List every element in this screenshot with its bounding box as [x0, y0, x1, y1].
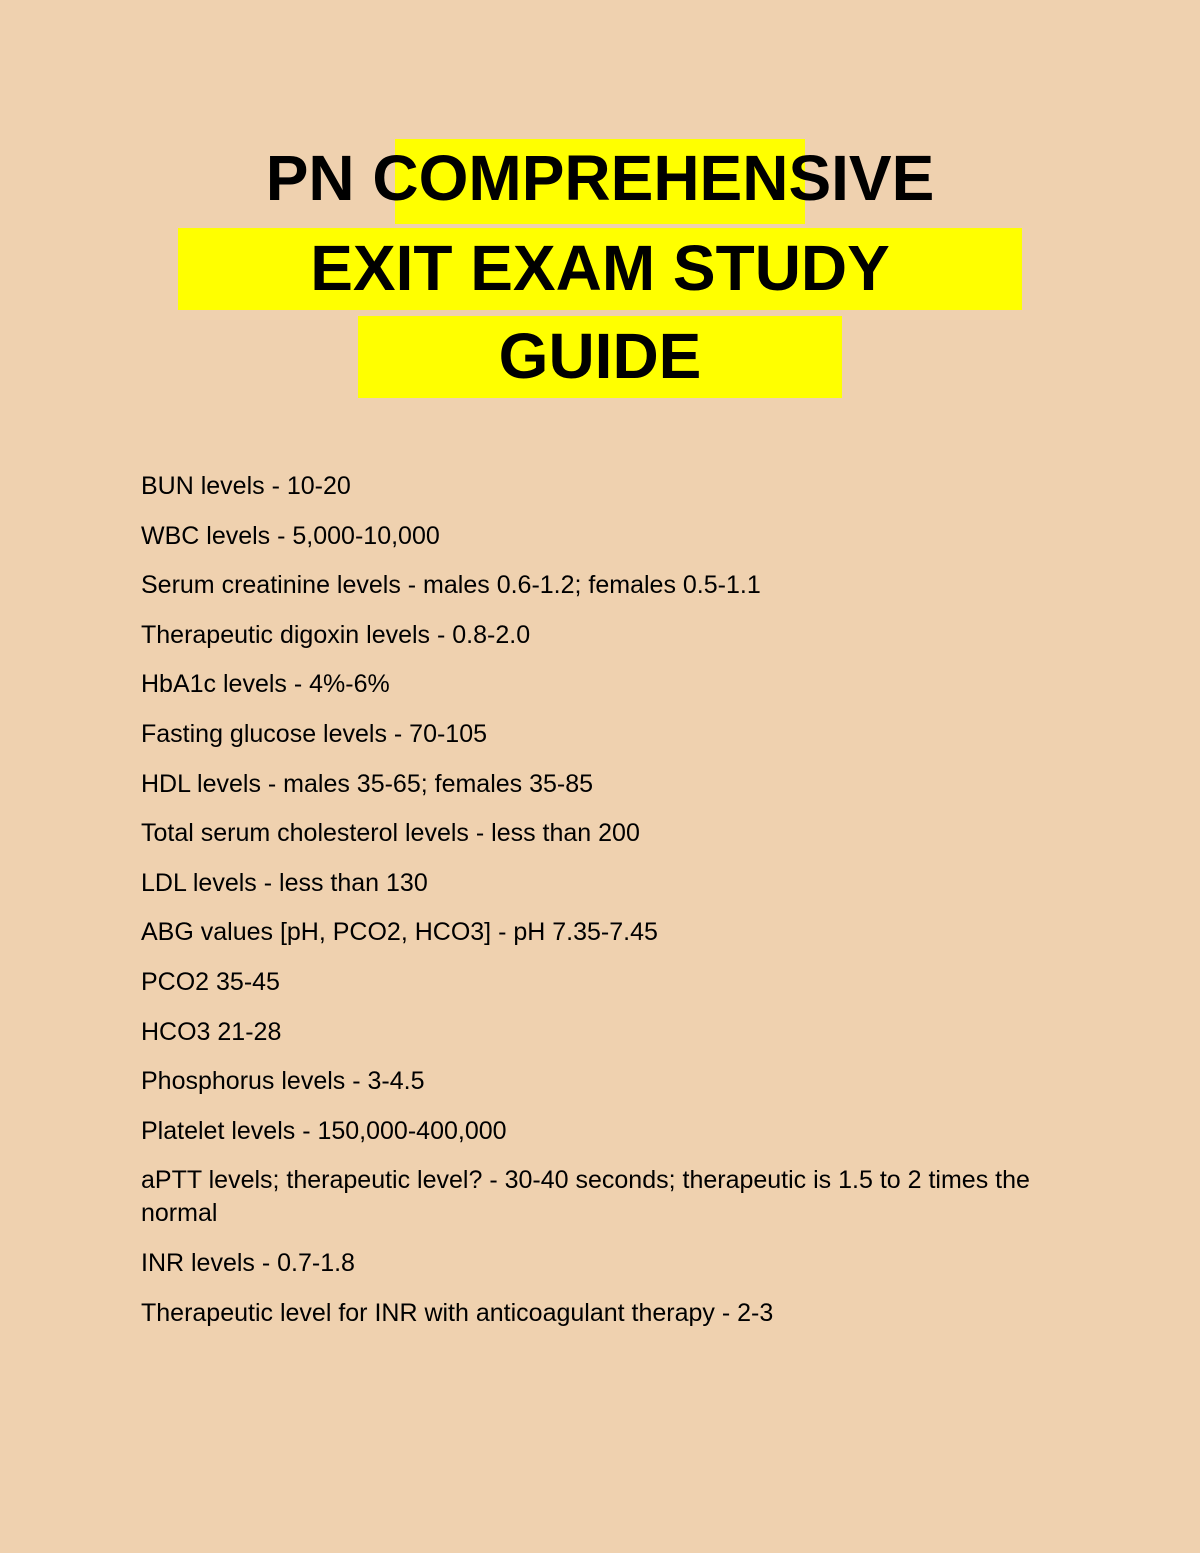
list-item: INR levels - 0.7-1.8 [141, 1248, 355, 1277]
list-item: HCO3 21-28 [141, 1017, 282, 1046]
list-item: LDL levels - less than 130 [141, 868, 428, 897]
list-item: Platelet levels - 150,000-400,000 [141, 1116, 507, 1145]
list-item: aPTT levels; therapeutic level? - 30-40 seconds; therapeutic is 1.5 to 2 times the normal [141, 1166, 1030, 1228]
list-item: Phosphorus levels - 3-4.5 [141, 1067, 425, 1096]
lab-values-list [141, 470, 1041, 1346]
list-item: ABG values [pH, PCO2, HCO3] - pH 7.35-7.45 [141, 918, 658, 947]
list-item: PCO2 35-45 [141, 967, 280, 996]
list-item: Total serum cholesterol levels - less than 200 [141, 819, 640, 848]
list-item: Fasting glucose levels - 70-105 [141, 719, 488, 748]
list-item: HDL levels - males 35-65; females 35-85 [141, 769, 594, 798]
list-item: Serum creatinine levels - males 0.6-1.2; females 0.5-1.1 [141, 571, 761, 600]
list-item: WBC levels - 5,000-10,000 [141, 521, 440, 550]
page-title-line-3: GUIDE [498, 320, 702, 392]
list-item: BUN levels - 10-20 [141, 472, 351, 500]
list-item: Therapeutic digoxin levels - 0.8-2.0 [141, 620, 531, 649]
page-title-line-1: PN COMPREHENSIVE [265, 142, 935, 214]
page-title-line-2: EXIT EXAM STUDY [310, 232, 890, 304]
list-item: HbA1c levels - 4%-6% [141, 670, 390, 699]
list-item: Therapeutic level for INR with anticoagulant therapy - 2-3 [141, 1298, 774, 1327]
